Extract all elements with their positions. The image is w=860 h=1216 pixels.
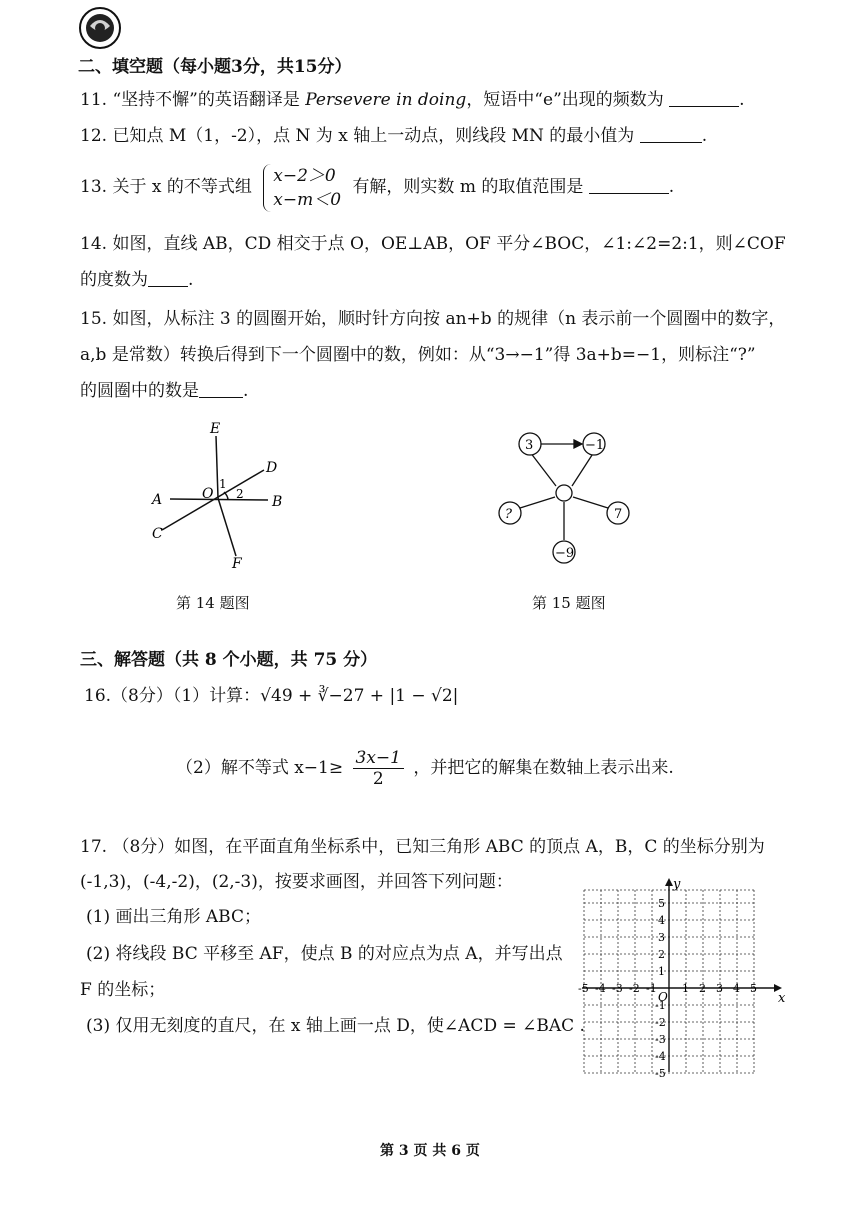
x-tick-label: -4 — [595, 982, 606, 995]
y-tick-label: -5 — [655, 1067, 666, 1078]
node-minus-9: −9 — [555, 546, 575, 561]
question-17-line-1: 17. （8分）如图，在平面直角坐标系中，已知三角形 ABC 的顶点 A，B，C 的坐标分别为 — [80, 837, 765, 857]
label-A: A — [152, 492, 163, 508]
origin-label: O — [658, 990, 668, 1004]
figure-15-diagram — [490, 422, 640, 572]
answer-blank-12[interactable] — [640, 124, 702, 143]
node-question: ? — [505, 507, 512, 522]
x-tick-label: 1 — [682, 982, 689, 995]
x-tick-label: -5 — [578, 982, 589, 995]
y-tick-label: 3 — [658, 931, 665, 944]
y-tick-label: -1 — [655, 999, 666, 1012]
question-17-item-2b: F 的坐标； — [80, 980, 166, 1000]
question-17-item-3: (3) 仅用无刻度的直尺，在 x 轴上画一点 D，使∠ACD = ∠BAC . — [86, 1016, 585, 1036]
figure-14-diagram — [140, 418, 310, 578]
x-tick-label: -2 — [629, 982, 640, 995]
section-3-title: 三、解答题（共 8 个小题，共 75 分） — [80, 650, 378, 670]
label-C: C — [152, 526, 163, 542]
x-tick-label: 4 — [733, 982, 740, 995]
y-tick-label: 4 — [658, 914, 665, 927]
y-tick-label: -2 — [655, 1016, 666, 1029]
label-B: B — [272, 494, 283, 510]
question-16-part-1: 16.（8分）（1）计算：√49 + ∛−27 + |1 − √2| — [84, 686, 459, 706]
question-14-line-2: 的度数为 . — [80, 270, 194, 290]
question-17-line-2: (-1,3)，(-4,-2)，(2,-3)，按要求画图，并回答下列问题： — [80, 872, 513, 892]
y-tick-label: 2 — [658, 948, 665, 961]
x-tick-label: -1 — [646, 982, 657, 995]
answer-blank-13[interactable] — [589, 175, 669, 194]
label-angle-2: 2 — [236, 487, 244, 501]
node-3: 3 — [525, 438, 534, 453]
answer-blank-15[interactable] — [199, 379, 243, 398]
answer-blank-11[interactable] — [669, 88, 739, 107]
x-axis-label: x — [778, 991, 786, 1006]
y-axis-label: y — [673, 877, 681, 892]
question-13: 13. 关于 x 的不等式组 x−2＞0 x−m＜0 有解，则实数 m 的取值范围是 . — [80, 165, 675, 210]
question-16-part-2: （2）解不等式 x−1≥ $\frac{3x-1}{2}$ ，并把它的解集在数轴上表示出来. — [176, 748, 674, 789]
label-E: E — [210, 421, 221, 437]
question-14-line-1: 14. 如图，直线 AB，CD 相交于点 O，OE⊥AB，OF 平分∠BOC，∠1:∠2=2:1，则∠COF — [80, 234, 786, 254]
coordinate-grid — [574, 876, 790, 1078]
section-2-title: 二、填空题（每小题3分，共15分） — [78, 57, 352, 77]
x-tick-label: 5 — [750, 982, 757, 995]
y-tick-label: 5 — [658, 897, 665, 910]
question-12: 12. 已知点 M（1，-2），点 N 为 x 轴上一动点，则线段 MN 的最小值为 . — [80, 126, 708, 146]
question-15-line-1: 15. 如图，从标注 3 的圆圈开始，顺时针方向按 an+b 的规律（n 表示前一个圆圈中的数字， — [80, 309, 786, 329]
school-seal-logo — [78, 6, 122, 50]
question-15-line-3: 的圆圈中的数是 . — [80, 381, 249, 401]
x-tick-label: 3 — [716, 982, 723, 995]
label-F: F — [232, 556, 242, 572]
y-tick-label: -3 — [655, 1033, 666, 1046]
y-tick-label: 1 — [658, 965, 665, 978]
ray-OE — [216, 436, 218, 498]
ray-OF — [218, 498, 236, 556]
answer-blank-14[interactable] — [148, 268, 188, 287]
node-minus-1: −1 — [585, 438, 605, 453]
node-7: 7 — [614, 507, 623, 522]
x-tick-label: -3 — [612, 982, 623, 995]
x-tick-label: 2 — [699, 982, 706, 995]
figure-15-caption: 第 15 题图 — [532, 594, 606, 612]
figure-14-caption: 第 14 题图 — [176, 594, 250, 612]
label-angle-1: 1 — [219, 477, 227, 491]
question-11: 11. “坚持不懈”的英语翻译是 Persevere in doing，短语中“e”出现的频数为 . — [80, 90, 745, 110]
label-O: O — [202, 486, 214, 502]
fraction: $\frac{3x-1}{2}$ — [353, 748, 404, 789]
label-D: D — [266, 460, 278, 476]
y-tick-label: -4 — [655, 1050, 666, 1063]
inequality-system: x−2＞0 x−m＜0 — [263, 164, 341, 212]
question-15-line-2: a,b 是常数）转换后得到下一个圆圈中的数，例如：从“3→−1”得 3a+b=−1，则标注“?” — [80, 345, 756, 365]
question-17-item-1: (1) 画出三角形 ABC； — [86, 907, 261, 927]
page-footer: 第 3 页 共 6 页 — [380, 1143, 480, 1159]
question-17-item-2a: (2) 将线段 BC 平移至 AF，使点 B 的对应点为点 A，并写出点 — [86, 944, 563, 964]
